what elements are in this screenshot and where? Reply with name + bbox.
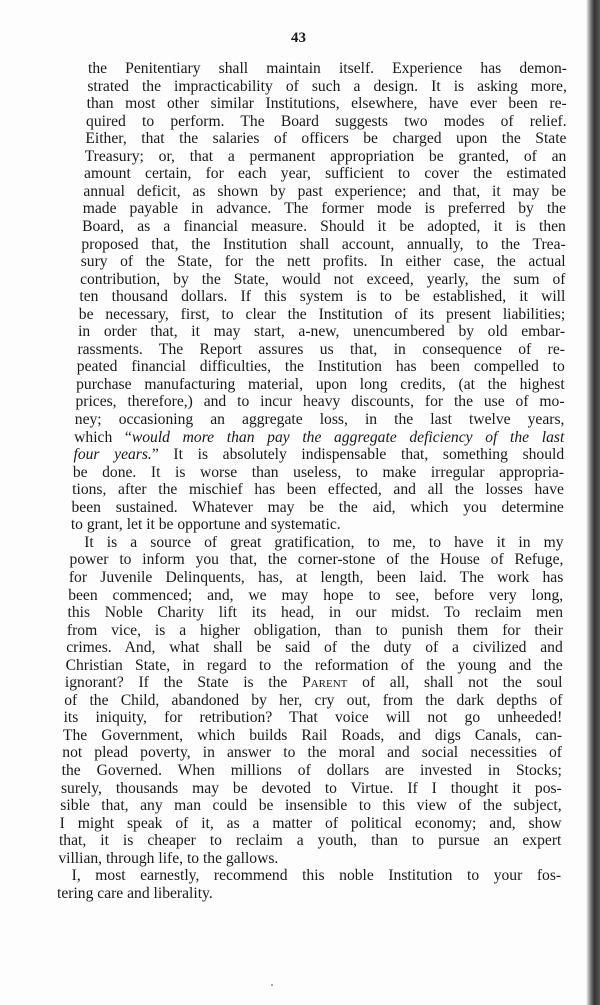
text-segment: been sustained. Whatever may be the aid, which you determine xyxy=(71,498,564,516)
text-segment: which “ xyxy=(74,428,132,446)
text-segment: I might speak of it, as a matter of political economy; and, show xyxy=(59,814,562,832)
text-segment: rassments. The Report assures us that, in consequence of re- xyxy=(77,340,565,358)
text-line xyxy=(75,393,564,410)
text-segment: not plead poverty, in answer to the moral and social necessities of xyxy=(62,744,562,762)
text-segment: Treasury; or, that a permanent appropriation be granted, of an xyxy=(84,147,567,165)
text-segment: be necessary, first, to clear the Institution of its present liabilities; xyxy=(78,305,566,323)
text-segment: the Governed. When millions of dollars are invested in Stocks; xyxy=(61,762,562,779)
text-line xyxy=(66,657,563,674)
text-line xyxy=(73,446,564,463)
text-line xyxy=(64,709,563,726)
text-segment: been commenced; and, we may hope to see, before very long, xyxy=(68,586,564,604)
text-segment: prices, therefore,) and to incur heavy discounts, for the use of mo- xyxy=(75,393,565,411)
text-segment: its iniquity, for retribution? That voice will not go unheeded! xyxy=(63,709,563,727)
text-segment: purchase manufacturing material, upon long credits, (at the highest xyxy=(76,375,565,393)
small-caps-text: Parent xyxy=(302,674,348,692)
text-segment: that, it is cheaper to reclaim a youth, than to pursue an expert xyxy=(58,832,562,850)
text-line xyxy=(61,780,562,797)
text-segment: proposed that, the Institution shall account, annually, to the Trea- xyxy=(81,235,566,253)
text-line xyxy=(87,78,567,95)
text-line xyxy=(68,587,563,604)
text-line xyxy=(84,165,566,182)
text-line xyxy=(82,218,566,235)
text-line xyxy=(86,113,567,130)
text-line xyxy=(63,727,562,744)
text-segment: amount certain, for each year, sufficient to cover the estimated xyxy=(84,165,567,183)
text-segment: I, most earnestly, recommend this noble Institution to your fos- xyxy=(71,867,562,885)
text-segment: contribution, by the State, would not exceed, yearly, the sum of xyxy=(80,270,566,288)
text-line xyxy=(83,183,566,200)
text-segment: ignorant? If the State is the xyxy=(64,674,303,692)
text-segment: in order that, it may start, a-new, unencumbered by old embar- xyxy=(78,323,566,341)
text-line xyxy=(81,253,566,270)
text-line xyxy=(66,639,563,656)
text-segment: villian, through life, to the gallows. xyxy=(58,849,279,867)
text-line xyxy=(88,60,567,77)
italic-text: four years. xyxy=(73,446,152,464)
text-segment: Either, that the salaries of officers be charged upon the State xyxy=(85,130,567,148)
text-segment: to grant, let it be opportune and systematic. xyxy=(70,516,341,534)
text-segment: of the Child, abandoned by her, cry out, from the dark depths of xyxy=(64,691,563,709)
text-line xyxy=(70,551,564,568)
scan-speck xyxy=(271,984,273,986)
page-number: 43 xyxy=(291,30,306,46)
text-line xyxy=(87,95,567,112)
text-segment: peated financial difficulties, the Institution has been compelled to xyxy=(76,358,565,376)
text-line xyxy=(62,744,562,761)
text-segment: crimes. And, what shall be said of the duty of a civilized and xyxy=(66,639,563,657)
text-segment: ney; occasioning an aggregate loss, in the last twelve years, xyxy=(74,411,565,428)
text-line xyxy=(65,674,563,691)
text-segment: for Juvenile Delinquents, has, at length, been laid. The work has xyxy=(68,568,564,586)
text-line xyxy=(75,411,565,428)
text-segment: tering care and liberality. xyxy=(57,884,213,902)
text-line xyxy=(80,271,565,288)
text-segment: Board, as a financial measure. Should it be adopted, it is then xyxy=(82,217,566,235)
text-segment: made payable in advance. The former mode is preferred by the xyxy=(82,200,566,218)
text-line xyxy=(72,867,561,884)
text-line xyxy=(60,797,561,814)
text-line xyxy=(85,148,567,165)
text-line xyxy=(77,358,565,375)
text-line xyxy=(71,516,564,533)
text-line xyxy=(67,622,563,639)
text-line xyxy=(57,885,561,902)
text-segment: surely, thousands may be devoted to Virtue. If I thought it pos- xyxy=(60,779,562,797)
text-segment: the Penitentiary shall maintain itself. Experience has demon- xyxy=(88,60,567,77)
text-segment: ” It is absolutely indispensable that, something should xyxy=(151,446,565,464)
text-line xyxy=(62,762,562,779)
text-segment: of all, shall not the soul xyxy=(347,674,563,692)
text-line xyxy=(69,569,563,586)
text-segment: from vice, is a higher obligation, than to punish them for their xyxy=(66,621,563,639)
text-line xyxy=(85,130,566,147)
text-line xyxy=(73,464,564,481)
scan-page-edge xyxy=(586,0,600,1005)
text-segment: sible that, any man could be insensible to this view of the subject, xyxy=(60,797,562,815)
text-line xyxy=(74,429,564,446)
text-segment: The Government, which builds Rail Roads, and digs Canals, can- xyxy=(62,726,563,744)
text-line xyxy=(68,604,563,621)
text-segment: sury of the State, for the nett profits. In either case, the actual xyxy=(80,253,566,271)
text-line xyxy=(77,341,565,358)
text-line xyxy=(84,534,563,551)
italic-text: would more than pay the aggregate deficiency of the last xyxy=(131,428,565,446)
text-segment: than most other similar Institutions, elsewhere, have ever been re- xyxy=(86,95,567,113)
text-line xyxy=(76,376,565,393)
text-line xyxy=(72,499,564,516)
text-line xyxy=(59,832,561,849)
text-segment: be done. It is worse than useless, to make irregular appropria- xyxy=(72,463,565,481)
text-line xyxy=(81,236,565,253)
text-segment: strated the impracticability of such a design. It is asking more, xyxy=(87,77,567,95)
text-segment: annual deficit, as shown by past experience; and that, it may be xyxy=(83,182,567,200)
text-line xyxy=(83,200,566,217)
text-line xyxy=(60,815,562,832)
text-line xyxy=(79,288,565,305)
text-segment: this Noble Charity lift its head, in our midst. To reclaim men xyxy=(67,604,564,622)
text-segment: tions, after the mischief has been effected, and all the losses have xyxy=(72,481,564,499)
text-segment: ten thousand dollars. If this system is to be established, it will xyxy=(79,288,566,306)
text-line xyxy=(72,481,564,498)
text-segment: quired to perform. The Board suggests two modes of relief. xyxy=(86,112,567,130)
text-segment: It is a source of great gratification, to me, to have it in my xyxy=(84,533,564,551)
text-line xyxy=(78,323,565,340)
text-line xyxy=(64,692,562,709)
text-segment: power to inform you that, the corner-stone of the House of Refuge, xyxy=(69,551,564,569)
text-segment: Christian State, in regard to the reformation of the young and the xyxy=(65,656,563,674)
text-line xyxy=(58,850,561,867)
text-line xyxy=(79,306,565,323)
